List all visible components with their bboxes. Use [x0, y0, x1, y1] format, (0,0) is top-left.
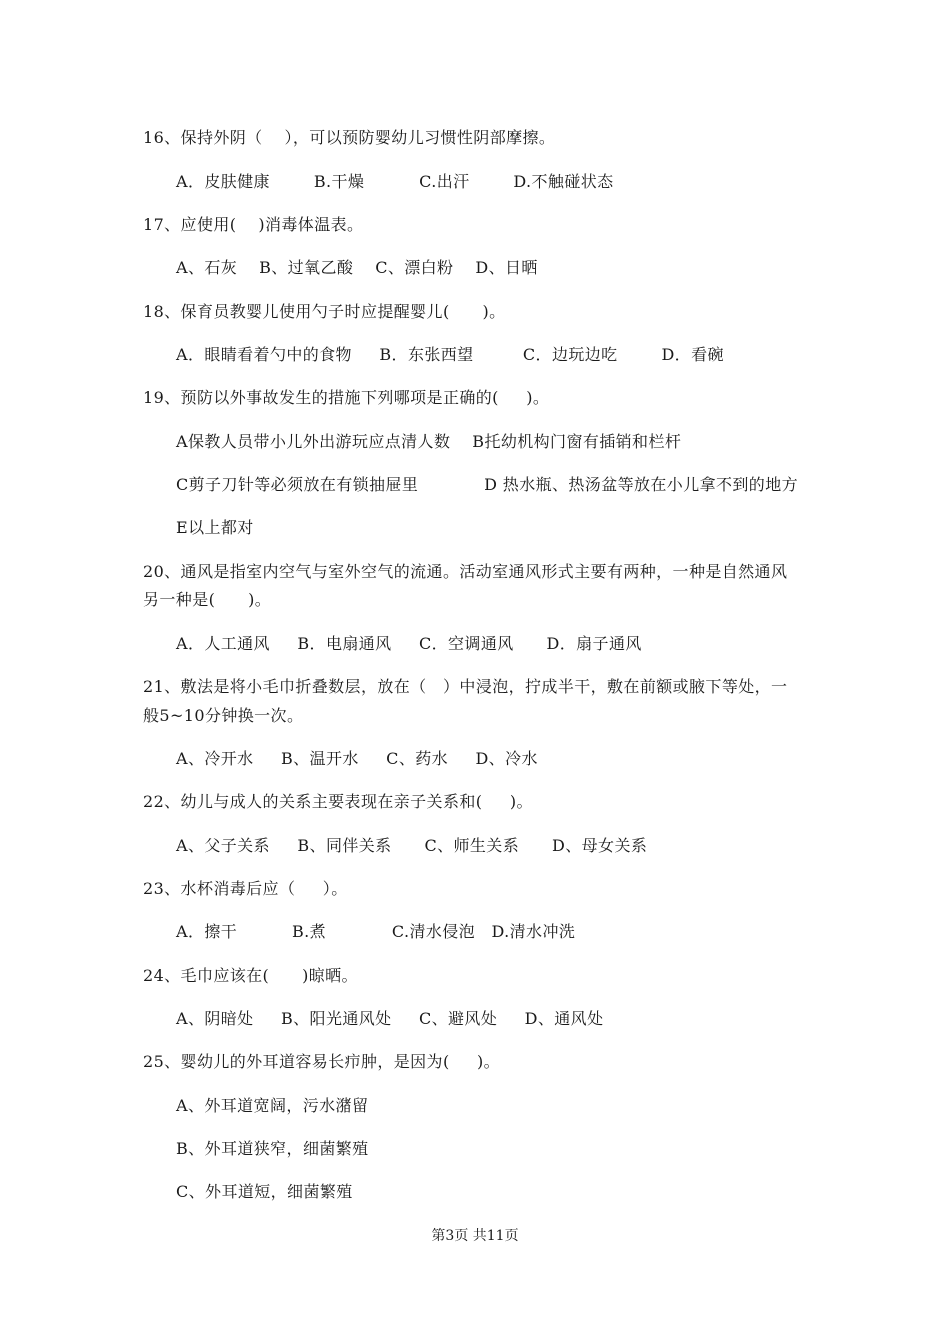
question-24: 24、毛巾应该在( )晾晒。: [143, 966, 358, 985]
question-19-option-e: E以上都对: [176, 518, 254, 537]
question-19-option-ab: A保教人员带小儿外出游玩应点清人数 B托幼机构门窗有插销和栏杆: [176, 432, 682, 451]
question-20-options: A．人工通风 B．电扇通风 C．空调通风 D．扇子通风: [176, 634, 642, 653]
page-number-footer: 第3页 共11页: [431, 1228, 519, 1244]
question-22: 22、幼儿与成人的关系主要表现在亲子关系和( )。: [143, 792, 533, 811]
question-23: 23、水杯消毒后应（ ）。: [143, 879, 348, 898]
question-19: 19、预防以外事故发生的措施下列哪项是正确的( )。: [143, 388, 550, 407]
question-25-option-b: B、外耳道狭窄，细菌繁殖: [176, 1139, 369, 1158]
question-16: 16、保持外阴（ ），可以预防婴幼儿习惯性阴部摩擦。: [143, 128, 556, 147]
question-25-option-a: A、外耳道宽阔，污水潴留: [176, 1096, 369, 1115]
question-20-line-2: 另一种是( )。: [143, 590, 272, 609]
question-21-line-2: 般5~10分钟换一次。: [143, 706, 304, 725]
question-25: 25、婴幼儿的外耳道容易长疖肿，是因为( )。: [143, 1052, 501, 1071]
question-17: 17、应使用( )消毒体温表。: [143, 215, 364, 234]
question-22-options: A、父子关系 B、同伴关系 C、师生关系 D、母女关系: [176, 836, 648, 855]
question-16-options: A．皮肤健康 B.干燥 C.出汗 D.不触碰状态: [176, 172, 614, 191]
question-20-line-1: 20、通风是指室内空气与室外空气的流通。活动室通风形式主要有两种，一种是自然通风: [143, 562, 788, 581]
question-24-options: A、阴暗处 B、阳光通风处 C、避风处 D、通风处: [176, 1009, 604, 1028]
question-18: 18、保育员教婴儿使用勺子时应提醒婴儿( )。: [143, 302, 506, 321]
question-17-options: A、石灰 B、过氧乙酸 C、漂白粉 D、日晒: [176, 258, 538, 277]
question-23-options: A．擦干 B.煮 C.清水侵泡 D.清水冲洗: [176, 922, 576, 941]
question-25-option-c: C、外耳道短，细菌繁殖: [176, 1182, 353, 1201]
question-21-line-1: 21、敷法是将小毛巾折叠数层，放在（ ）中浸泡，拧成半干，敷在前额或腋下等处，一: [143, 677, 788, 696]
question-18-options: A．眼睛看着勺中的食物 B．东张西望 C．边玩边吃 D．看碗: [176, 345, 724, 364]
question-21-options: A、冷开水 B、温开水 C、药水 D、冷水: [176, 749, 538, 768]
question-19-option-cd: C剪子刀针等必须放在有锁抽屉里 D 热水瓶、热汤盆等放在小儿拿不到的地方: [176, 475, 798, 494]
